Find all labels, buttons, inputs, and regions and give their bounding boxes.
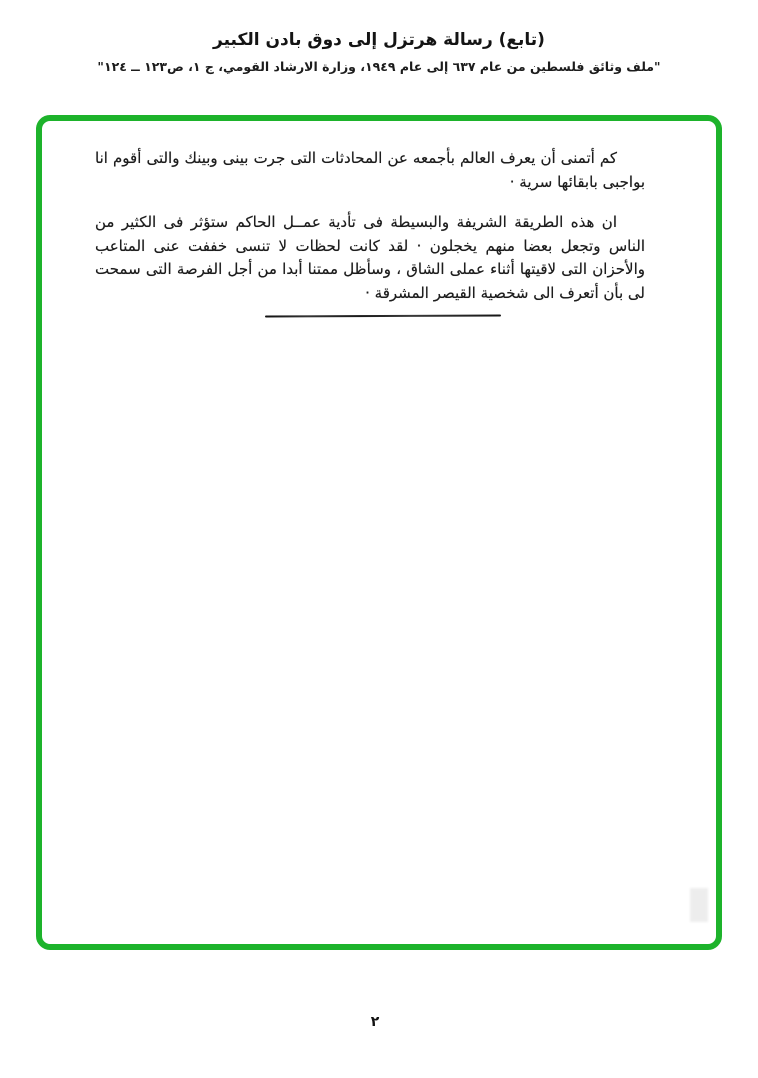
- letter-body: [95, 147, 645, 322]
- letter-paragraph-1: كم أتمنى أن يعرف العالم بأجمعه عن المحادثات التى جرت بينى وبينك والتى أقوم انا بواجبى بابقائها سرية ·: [95, 149, 645, 191]
- document-header: [0, 30, 758, 74]
- page-number: ٢: [370, 1014, 380, 1030]
- document-title: (تابع) رسالة هرتزل إلى دوق بادن الكبير: [213, 30, 545, 50]
- letter-paragraph-2: ان هذه الطريقة الشريفة والبسيطة فى تأدية عمــل الحاكم ستؤثر فى الكثير من الناس وتجعل بعضا منهم يخجلون · لقد كانت لحظات لا تنسى خففت عنى المتاعب والأحزان التى لاقيتها أثناء عملى الشاق ، وسأظل ممتنا أبدا من أجل الفرصة التى سمحت لى بأن أتعرف الى شخصية القيصر المشرقة ·: [95, 213, 645, 302]
- source-citation: "ملف وثائق فلسطين من عام ٦٣٧ إلى عام ١٩٤٩، وزارة الارشاد القومي، ج ١، ص١٢٣ ــ ١٢٤": [97, 59, 661, 74]
- scan-smudge-artifact: [690, 888, 708, 922]
